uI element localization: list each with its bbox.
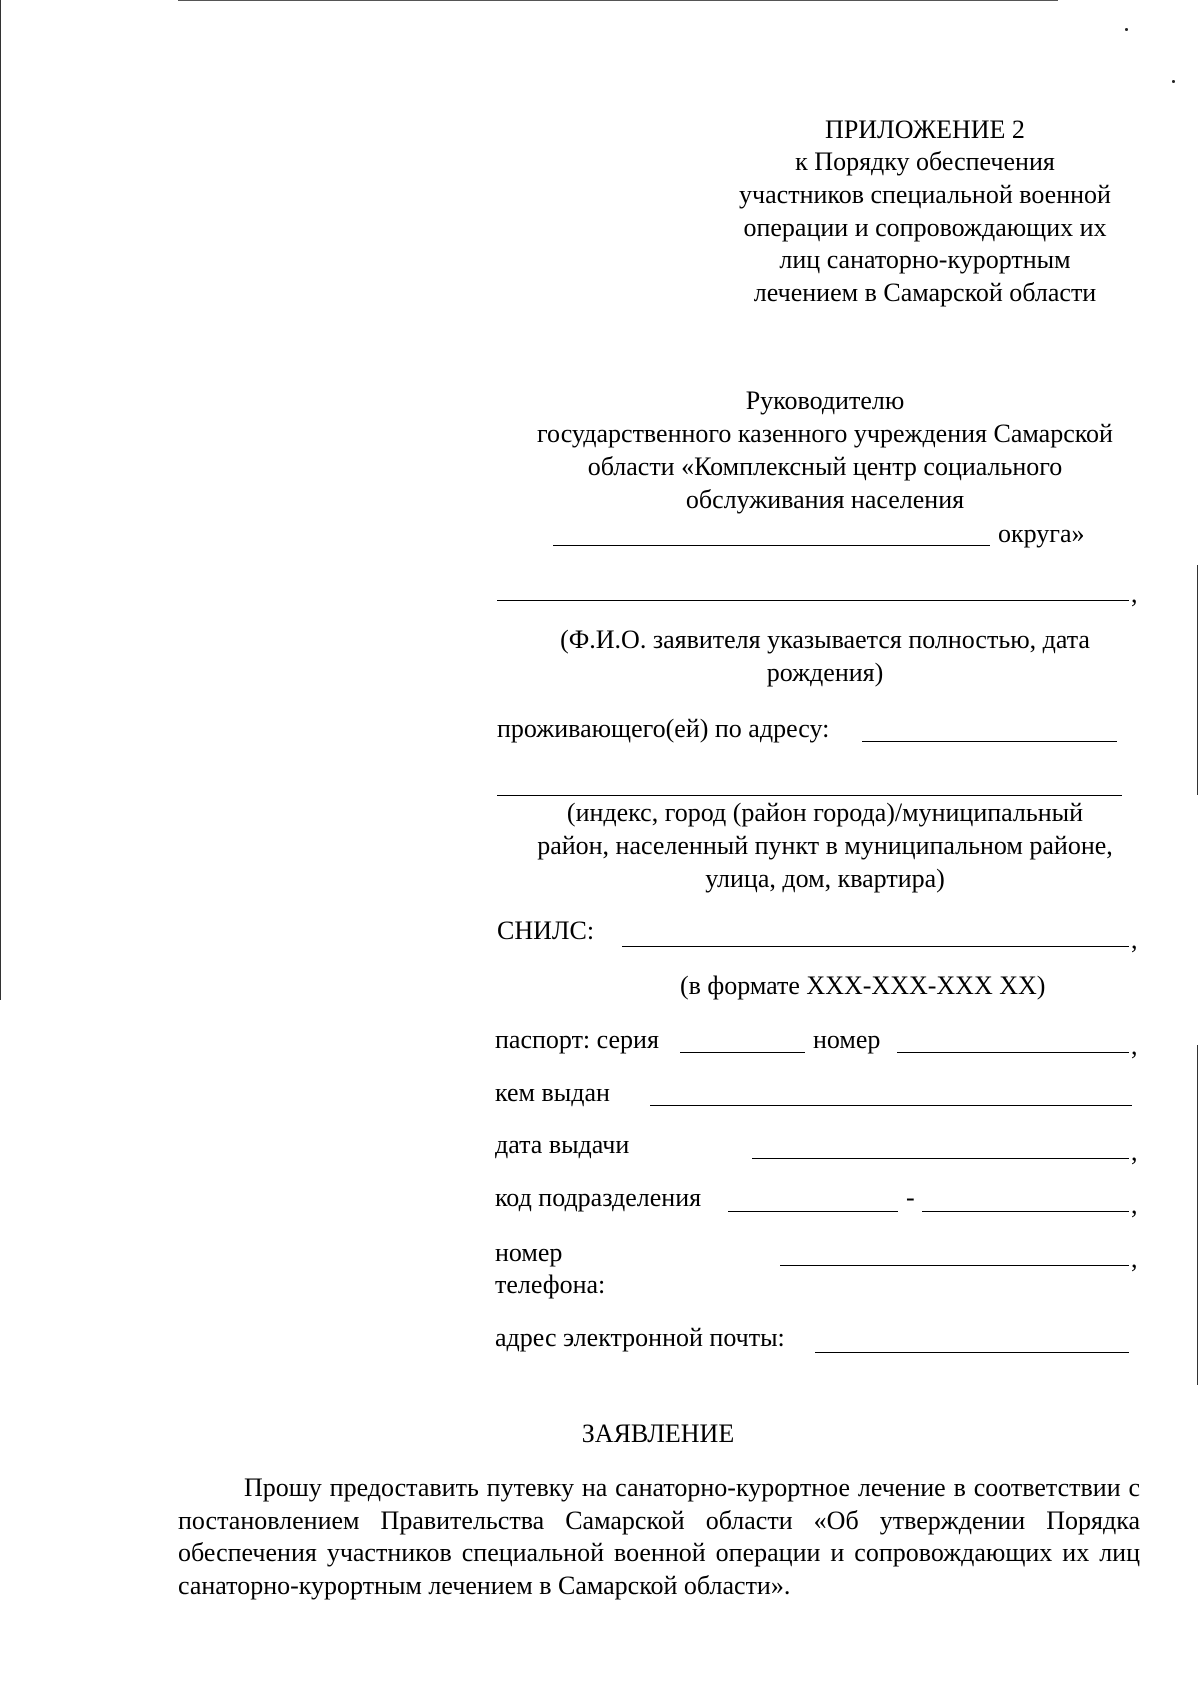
division-code-dash: - (906, 1183, 915, 1212)
phone-comma: , (1131, 1244, 1138, 1273)
statement-title: ЗАЯВЛЕНИЕ (581, 1419, 735, 1448)
division-code-blank-2[interactable] (922, 1211, 1129, 1212)
snils-label: СНИЛС: (497, 916, 595, 945)
email-label: адрес электронной почты: (495, 1323, 785, 1352)
issued-by-blank[interactable] (650, 1105, 1132, 1106)
address-hint: район, населенный пункт в муниципальном районе, (537, 831, 1113, 860)
address-hint: (индекс, город (район города)/муниципальный (566, 798, 1084, 827)
passport-comma: , (1131, 1031, 1138, 1060)
phone-blank[interactable] (780, 1265, 1129, 1266)
scan-speck (1172, 80, 1175, 83)
addressee-line: обслуживания населения (685, 485, 965, 514)
fio-hint: (Ф.И.О. заявителя указывается полностью, дата (560, 625, 1090, 654)
snils-blank[interactable] (622, 946, 1129, 947)
appendix-line: операции и сопровождающих их (743, 213, 1107, 242)
passport-number-label: номер (813, 1025, 881, 1054)
fio-comma: , (1131, 579, 1138, 608)
addressee-line: государственного казенного учреждения Самарской (537, 419, 1113, 448)
district-blank[interactable] (553, 545, 990, 546)
scan-top-edge (178, 0, 1058, 1)
address-blank[interactable] (862, 741, 1117, 742)
issue-date-label: дата выдачи (495, 1130, 630, 1159)
issue-date-comma: , (1131, 1137, 1138, 1166)
addressee-line: Руководителю (745, 386, 905, 415)
district-suffix: округа» (998, 519, 1085, 548)
issue-date-blank[interactable] (752, 1158, 1129, 1159)
scan-right-edge (1197, 565, 1198, 795)
passport-series-label: паспорт: серия (495, 1025, 659, 1054)
appendix-line: участников специальной военной (739, 180, 1111, 209)
passport-number-blank[interactable] (897, 1052, 1129, 1053)
phone-label: номер (495, 1238, 563, 1267)
address-hint: улица, дом, квартира) (705, 864, 945, 893)
passport-series-blank[interactable] (680, 1052, 805, 1053)
scan-right-edge-lower (1197, 1045, 1198, 1385)
statement-text: Прошу предоставить путевку на санаторно-курортное лечение в соответствии с постановлением Правительства Самарской области «Об утверждении Порядка обеспечения участников специальной военной операции и сопровождающих их лиц санаторно-курортным лечением в Самарской области». (178, 1473, 1140, 1600)
appendix-line: лечением в Самарской области (753, 278, 1097, 307)
division-code-blank-1[interactable] (728, 1211, 898, 1212)
appendix-line: к Порядку обеспечения (795, 147, 1055, 176)
scan-left-edge (0, 0, 1, 1000)
issued-by-label: кем выдан (495, 1078, 610, 1107)
fio-blank[interactable] (497, 600, 1129, 601)
snils-hint: (в формате XXX-XXX-XXX XX) (680, 971, 1046, 1000)
address-blank-2[interactable] (497, 795, 1122, 796)
division-code-label: код подразделения (495, 1183, 702, 1212)
email-blank[interactable] (815, 1352, 1129, 1353)
appendix-line: лиц санаторно-курортным (779, 245, 1071, 274)
fio-hint: рождения) (766, 658, 884, 687)
snils-comma: , (1131, 925, 1138, 954)
appendix-title: ПРИЛОЖЕНИЕ 2 (825, 115, 1025, 144)
scan-speck (1125, 28, 1128, 31)
division-code-comma: , (1131, 1190, 1138, 1219)
phone-label-2: телефона: (495, 1270, 606, 1299)
address-label: проживающего(ей) по адресу: (497, 714, 830, 743)
addressee-line: области «Комплексный центр социального (587, 452, 1063, 481)
